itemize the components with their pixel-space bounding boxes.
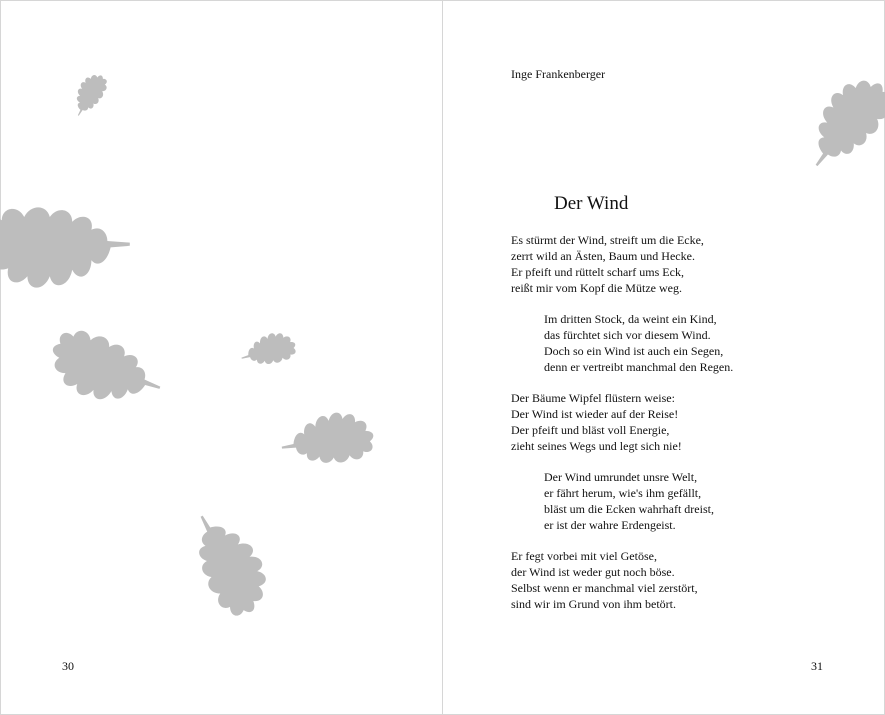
oak-leaf-icon: [32, 315, 174, 427]
poem-line: das fürchtet sich vor diesem Wind.: [544, 327, 711, 342]
poem-stanza: [544, 470, 714, 534]
oak-leaf-icon: [783, 53, 885, 188]
right-page: [442, 0, 885, 715]
poem-line: der Wind ist weder gut noch böse.: [511, 564, 675, 579]
poem-stanza: [511, 549, 698, 613]
poem-line: zerrt wild an Ästen, Baum und Hecke.: [511, 248, 695, 263]
poem-line: Doch so ein Wind ist auch ein Segen,: [544, 343, 724, 358]
poem-title: Der Wind: [554, 193, 629, 214]
poem-line: Der Bäume Wipfel flüstern weise:: [511, 391, 675, 405]
oak-leaf-icon: [55, 60, 123, 128]
poem-line: Selbst wenn er manchmal viel zerstört,: [511, 580, 698, 595]
page-number: 31: [811, 659, 823, 673]
poem-stanza: [511, 391, 682, 455]
oak-leaf-icon: [0, 201, 133, 297]
poem-line: Er pfeift und rüttelt scharf ums Eck,: [511, 264, 684, 279]
poem-line: Er fegt vorbei mit viel Getöse,: [511, 549, 657, 563]
poem-line: Der Wind umrundet unsre Welt,: [544, 470, 698, 484]
poem-line: sind wir im Grund von ihm betört.: [511, 596, 676, 611]
oak-leaf-icon: [230, 322, 309, 375]
poem-line: er fährt herum, wie's ihm gefällt,: [544, 485, 702, 500]
oak-leaf-icon: [171, 493, 291, 635]
poem-author: Inge Frankenberger: [511, 67, 606, 81]
poem-line: reißt mir vom Kopf die Mütze weg.: [511, 280, 682, 295]
poem-stanza: [544, 312, 733, 376]
poem-line: Im dritten Stock, da weint ein Kind,: [544, 312, 717, 326]
oak-leaf-icon: [275, 399, 383, 476]
poem-line: Der pfeift und bläst voll Energie,: [511, 422, 670, 437]
poem-line: bläst um die Ecken wahrhaft dreist,: [544, 501, 714, 516]
poem-line: Es stürmt der Wind, streift um die Ecke,: [511, 233, 704, 247]
poem-line: er ist der wahre Erdengeist.: [544, 517, 676, 532]
poem-line: denn er vertreibt manchmal den Regen.: [544, 359, 734, 374]
poem-line: zieht seines Wegs und legt sich nie!: [511, 438, 682, 453]
page-number: 30: [62, 659, 74, 673]
poem-stanza: [511, 233, 704, 297]
poem-line: Der Wind ist wieder auf der Reise!: [511, 406, 679, 421]
